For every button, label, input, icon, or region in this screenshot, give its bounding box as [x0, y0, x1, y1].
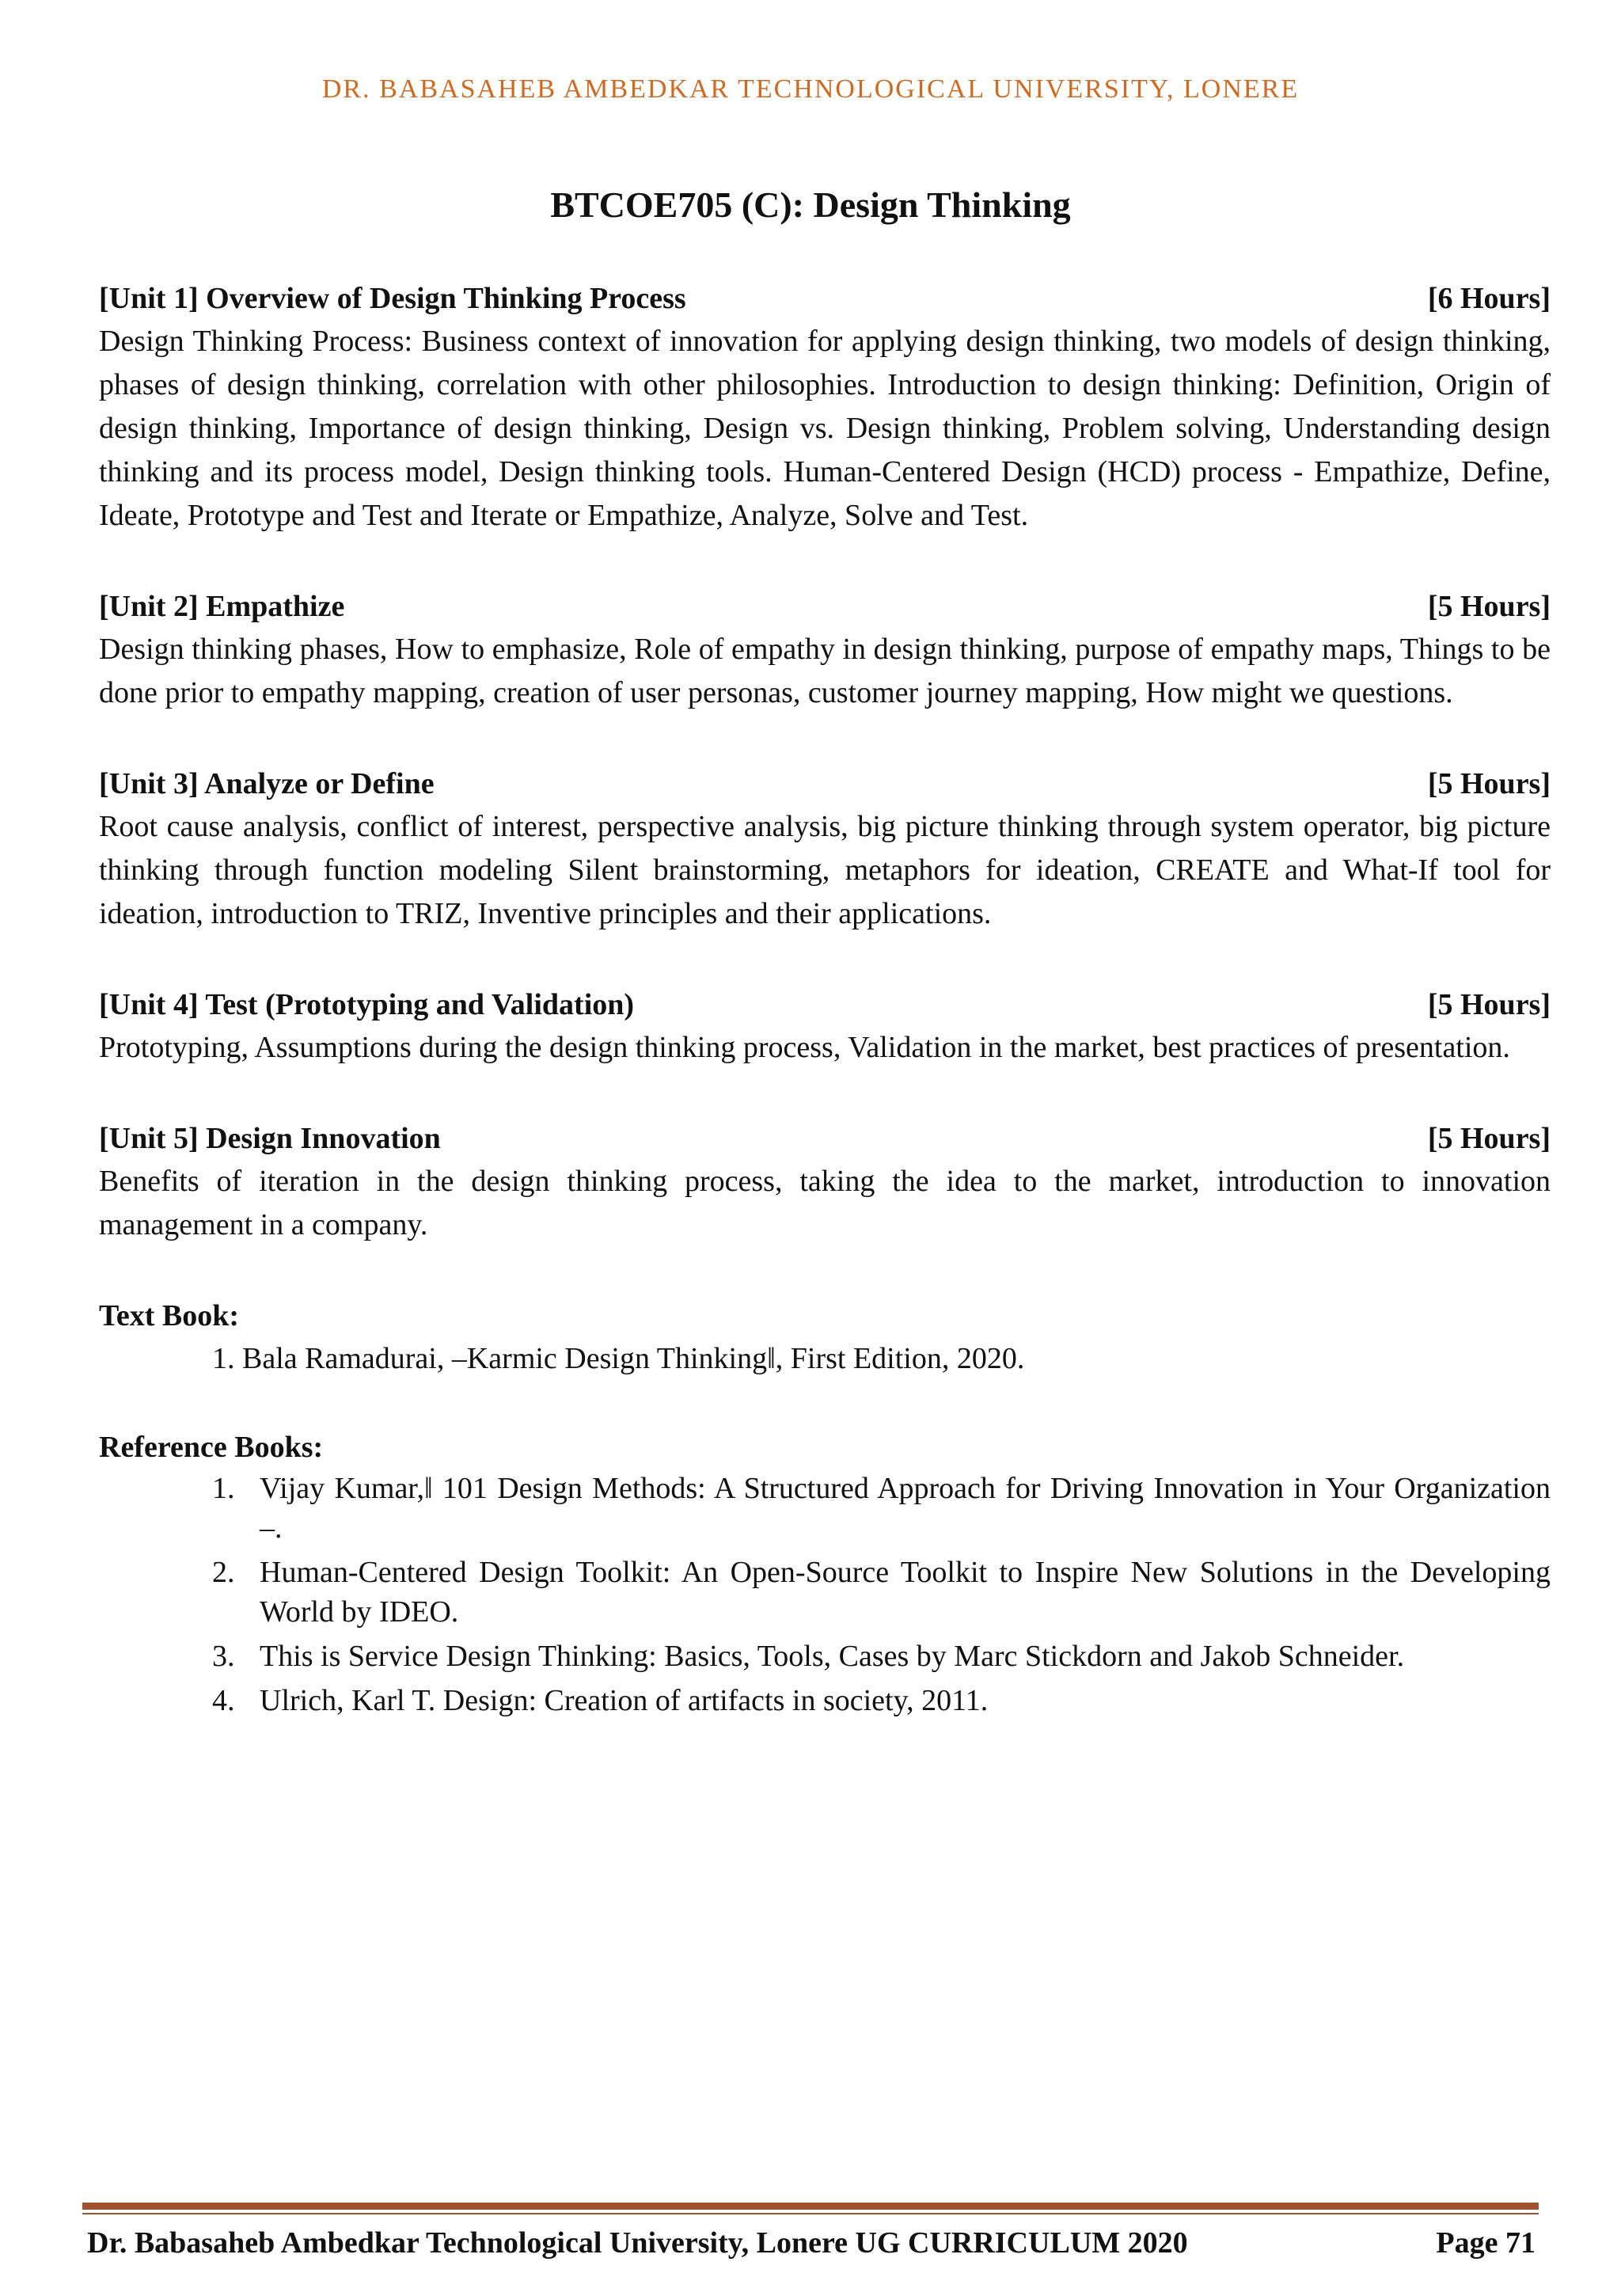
reference-number: 2. [212, 1556, 235, 1589]
footer-university: Dr. Babasaheb Ambedkar Technological University, Lonere UG CURRICULUM 2020 [87, 2226, 1188, 2260]
reference-item [99, 1636, 1551, 1676]
unit-description: Design thinking phases, How to emphasize, Role of empathy in design thinking, purpose of empathy maps, Things to be done prior to empathy mapping, creation of user personas, customer journey mapping, How might we questions. [99, 633, 1551, 709]
syllabus-content [99, 277, 1551, 1725]
unit-description: Benefits of iteration in the design thinking process, taking the idea to the market, introduction to innovation management in a company. [99, 1165, 1551, 1241]
unit-heading [99, 1117, 1551, 1160]
unit-title: [Unit 1] Overview of Design Thinking Process [99, 282, 686, 315]
unit-2 [99, 585, 1551, 715]
reference-number: 1. [212, 1472, 235, 1505]
unit-heading [99, 983, 1551, 1026]
unit-heading [99, 585, 1551, 628]
course-title: BTCOE705 (C): Design Thinking [550, 184, 1071, 225]
footer-rule-thin [82, 2213, 1539, 2214]
reference-list [99, 1469, 1551, 1720]
unit-title: [Unit 3] Analyze or Define [99, 767, 435, 800]
reference-books-heading: Reference Books: [99, 1431, 324, 1464]
unit-hours: [5 Hours] [1427, 767, 1551, 800]
unit-description: Root cause analysis, conflict of interest, perspective analysis, big picture thinking through system operator, big picture thinking through function modeling Silent brainstorming, metaphors for ideation, CREATE and What-If tool for ideation, introduction to TRIZ, Inventive principles and their applications. [99, 810, 1551, 930]
reference-text: Vijay Kumar,‖ 101 Design Methods: A Structured Approach for Driving Innovation in Your Organization –. [260, 1472, 1551, 1545]
textbook-item: 1. Bala Ramadurai, –Karmic Design Thinking‖, First Edition, 2020. [212, 1342, 1025, 1375]
reference-books-section [99, 1426, 1551, 1720]
unit-hours: [5 Hours] [1427, 988, 1551, 1021]
reference-number: 3. [212, 1640, 235, 1673]
footer-rule-thick [82, 2203, 1539, 2210]
unit-title: [Unit 2] Empathize [99, 590, 345, 623]
textbook-heading: Text Book: [99, 1299, 240, 1332]
unit-1 [99, 277, 1551, 538]
reference-item [99, 1681, 1551, 1720]
page-number: Page 71 [1436, 2226, 1536, 2260]
unit-title: [Unit 5] Design Innovation [99, 1122, 441, 1155]
reference-text: Human-Centered Design Toolkit: An Open-Source Toolkit to Inspire New Solutions in the Developing World by IDEO. [260, 1556, 1551, 1629]
unit-hours: [5 Hours] [1427, 590, 1551, 623]
unit-3 [99, 762, 1551, 936]
reference-text: This is Service Design Thinking: Basics, Tools, Cases by Marc Stickdorn and Jakob Schneider. [260, 1640, 1405, 1673]
unit-description: Design Thinking Process: Business context of innovation for applying design thinking, two models of design thinking, phases of design thinking, correlation with other philosophies. Introduction to design thinking: Definition, Origin of design thinking, Importance of design thinking, Design vs. Design thinking, Problem solving, Understanding design thinking and its process model, Design thinking tools. Human-Centered Design (HCD) process - Empathize, Define, Ideate, Prototype and Test and Iterate or Empathize, Analyze, Solve and Test. [99, 325, 1551, 532]
reference-item [99, 1553, 1551, 1632]
unit-hours: [5 Hours] [1427, 1122, 1551, 1155]
unit-heading [99, 762, 1551, 805]
reference-item [99, 1469, 1551, 1548]
unit-5 [99, 1117, 1551, 1247]
university-header: DR. BABASAHEB AMBEDKAR TECHNOLOGICAL UNIVERSITY, LONERE [321, 74, 1300, 104]
unit-description: Prototyping, Assumptions during the design thinking process, Validation in the market, best practices of presentation. [99, 1031, 1510, 1064]
unit-title: [Unit 4] Test (Prototyping and Validation) [99, 988, 635, 1021]
textbook-section [99, 1294, 1551, 1380]
unit-hours: [6 Hours] [1427, 282, 1551, 315]
unit-heading [99, 277, 1551, 320]
reference-text: Ulrich, Karl T. Design: Creation of artifacts in society, 2011. [260, 1684, 989, 1717]
unit-4 [99, 983, 1551, 1070]
reference-number: 4. [212, 1684, 235, 1717]
page-footer [87, 2223, 1536, 2263]
